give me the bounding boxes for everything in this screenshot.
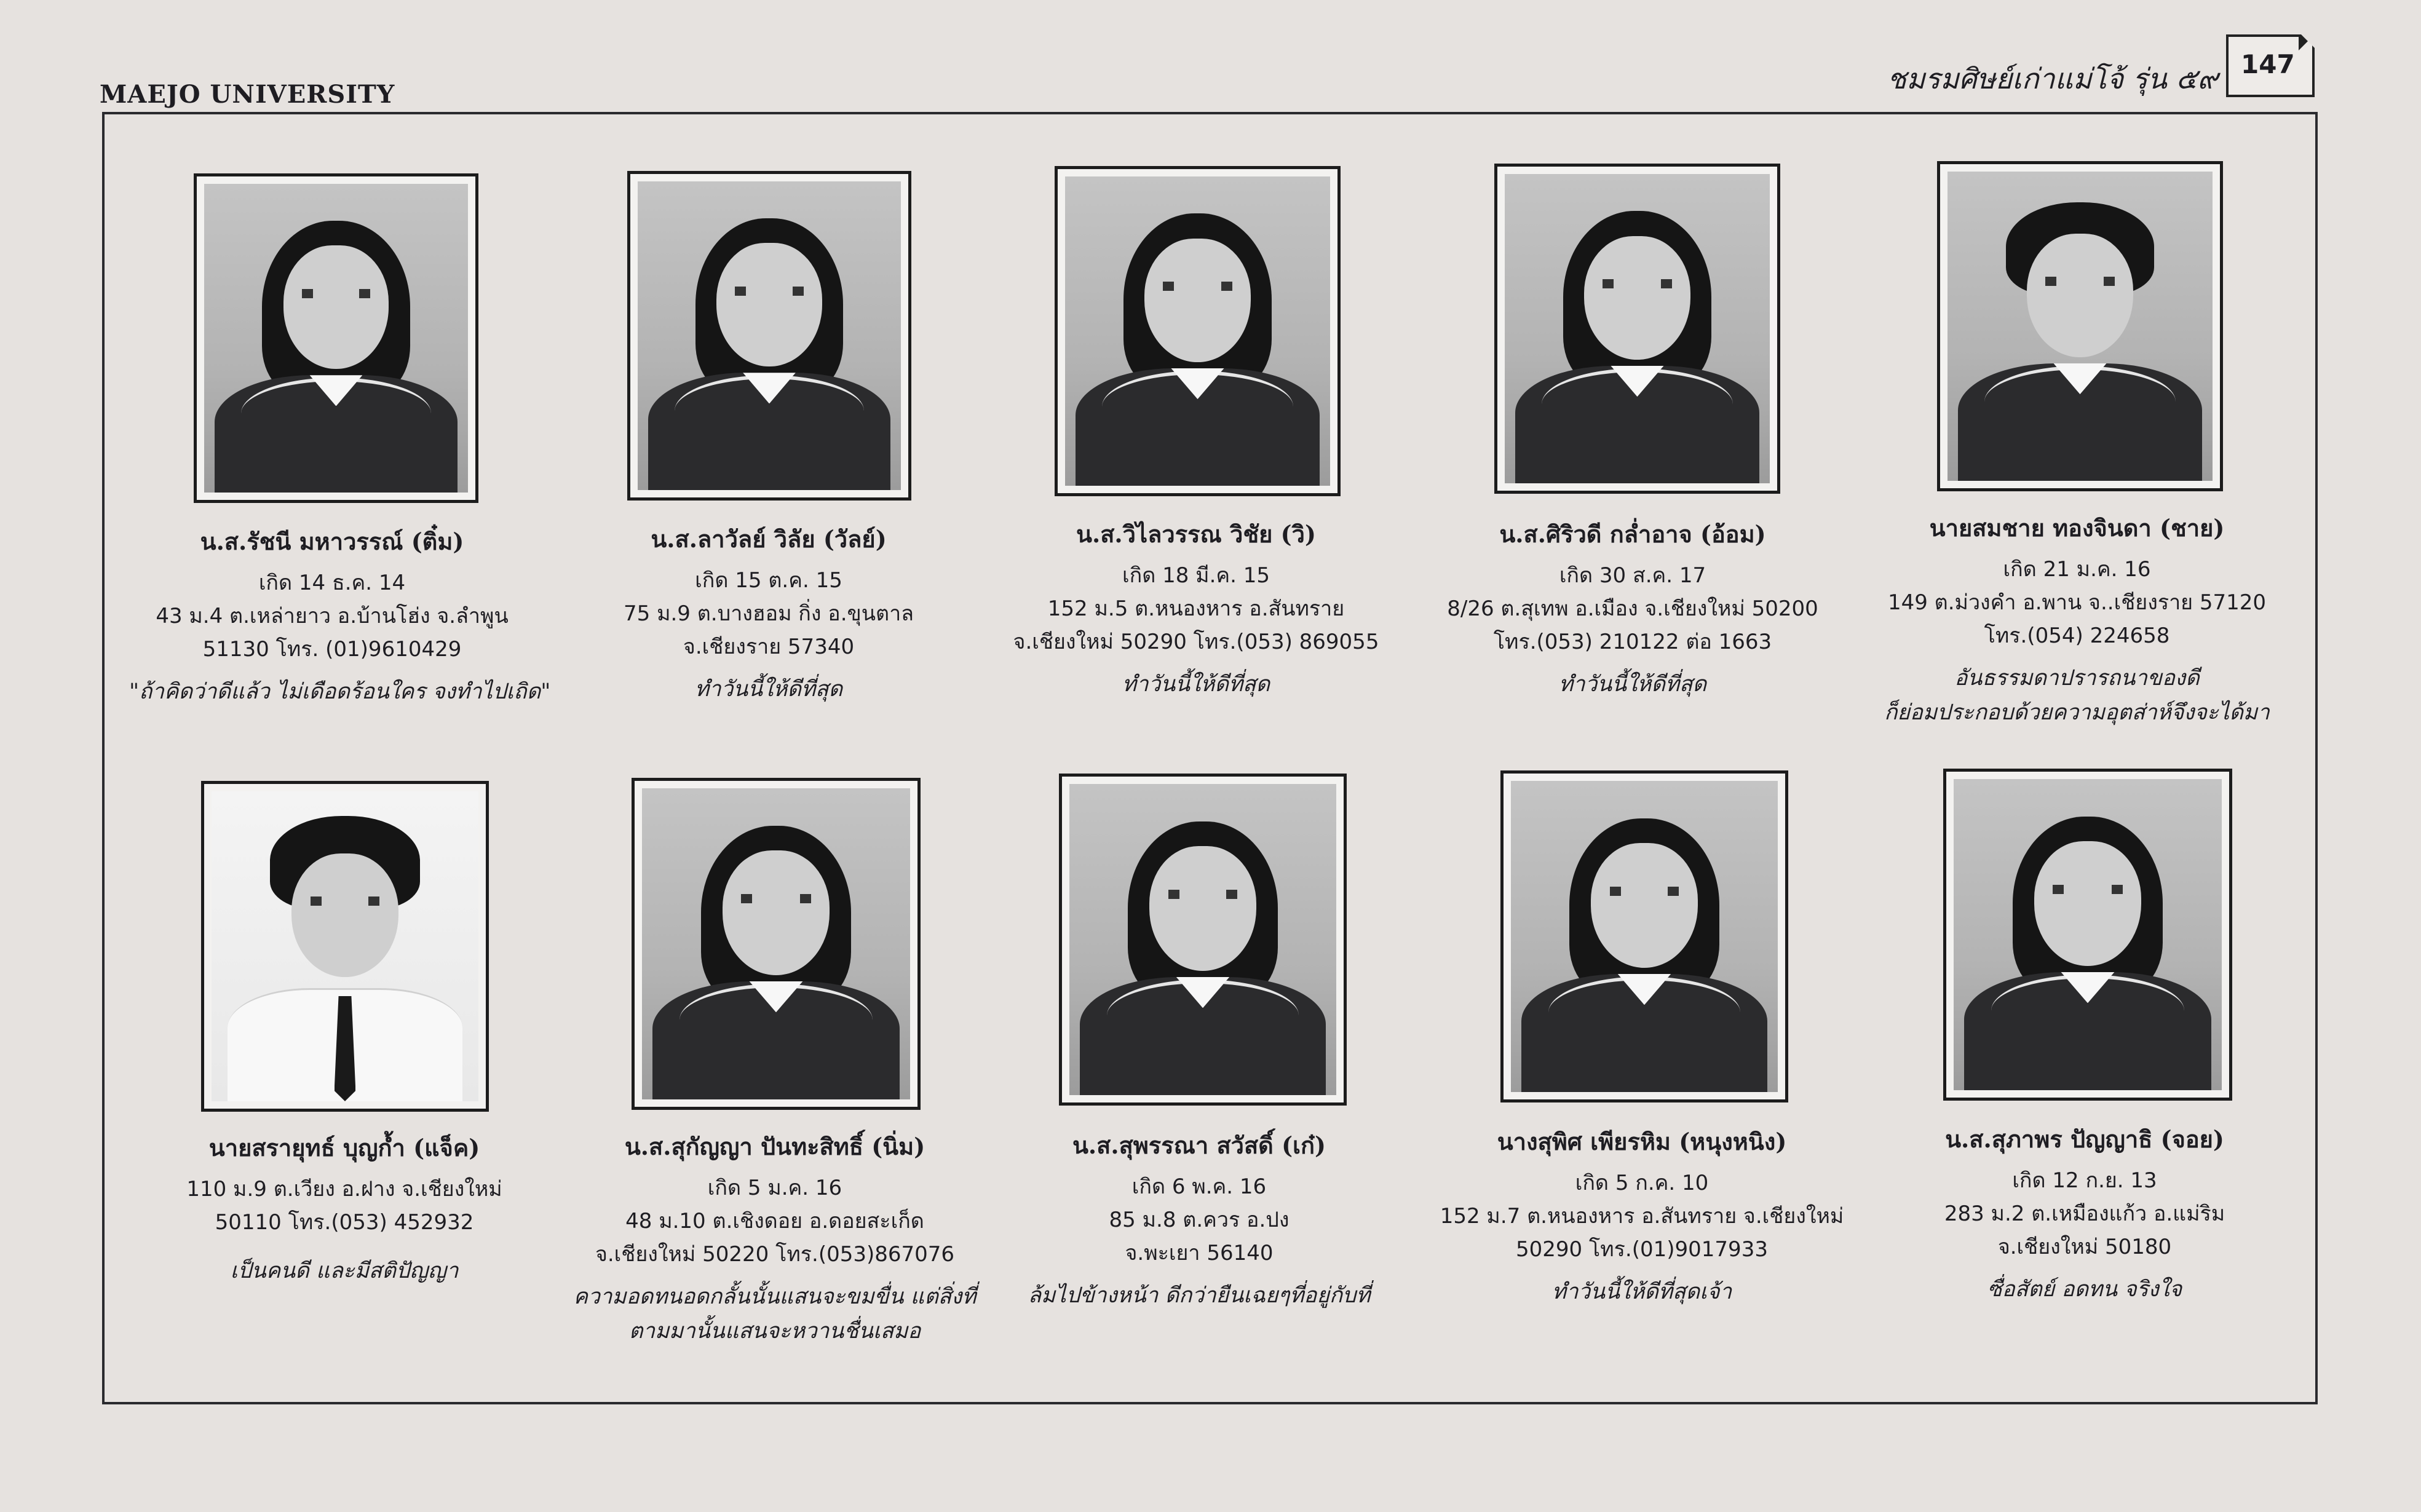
portrait-photo bbox=[1943, 769, 2232, 1101]
person-detail: เกิด 21 ม.ค. 16 bbox=[2003, 557, 2151, 582]
person-name: นางสุพิศ เพียรหิม (หนุงหนิง) bbox=[1497, 1128, 1787, 1155]
portrait-photo bbox=[194, 173, 478, 503]
club-title: ชมรมศิษย์เก่าแม่โจ้ รุ่น ๕๙ bbox=[1887, 62, 2218, 95]
portrait-photo bbox=[201, 781, 489, 1112]
person-motto: ก็ย่อมประกอบด้วยความอุตส่าห์จึงจะได้มา bbox=[1884, 700, 2270, 725]
person-motto: ทำวันนี้ให้ดีที่สุด bbox=[1558, 672, 1707, 697]
portrait-photo bbox=[1055, 166, 1341, 496]
person-detail: โทร.(053) 210122 ต่อ 1663 bbox=[1493, 630, 1772, 654]
person-motto: ทำวันนี้ให้ดีที่สุด bbox=[1122, 672, 1270, 697]
person-name: นายสรายุทธ์ บุญก้ำ (แจ็ค) bbox=[208, 1134, 480, 1162]
person-card-7 bbox=[560, 1128, 990, 1348]
person-card-8 bbox=[990, 1126, 1408, 1313]
person-detail: 50110 โทร.(053) 452932 bbox=[215, 1210, 474, 1235]
person-detail: 85 ม.8 ต.ควร อ.ปง bbox=[1109, 1208, 1290, 1232]
university-title: MAEJO UNIVERSITY bbox=[100, 80, 395, 109]
person-motto: ทำวันนี้ให้ดีที่สุดเจ้า bbox=[1551, 1280, 1732, 1304]
person-motto: อันธรรมดาปรารถนาของดี bbox=[1954, 666, 2200, 691]
person-detail: 75 ม.9 ต.บางฮอม กิ่ง อ.ขุนตาล bbox=[624, 601, 914, 626]
person-motto: ล้มไปข้างหน้า ดีกว่ายืนเฉยๆที่อยู่กับที่ bbox=[1028, 1283, 1371, 1308]
person-detail: 152 ม.7 ต.หนองหาร อ.สันทราย จ.เชียงใหม่ bbox=[1440, 1204, 1844, 1229]
person-detail: 50290 โทร.(01)9017933 bbox=[1516, 1237, 1768, 1262]
page-number: 147 bbox=[2241, 49, 2295, 79]
person-detail: เกิด 18 มี.ค. 15 bbox=[1122, 563, 1270, 588]
person-card-10 bbox=[1869, 1120, 2300, 1307]
person-detail: 48 ม.10 ต.เชิงดอย อ.ดอยสะเก็ด bbox=[625, 1209, 924, 1233]
person-card-9 bbox=[1408, 1123, 1876, 1309]
person-detail: 283 ม.2 ต.เหมืองแก้ว อ.แม่ริม bbox=[1944, 1201, 2225, 1226]
person-detail: จ.เชียงราย 57340 bbox=[683, 635, 855, 659]
person-motto: ทำวันนี้ให้ดีที่สุด bbox=[694, 677, 843, 702]
person-detail: เกิด 14 ธ.ค. 14 bbox=[258, 571, 406, 595]
person-name: น.ส.รัชนี มหาวรรณ์ (ติ๋ม) bbox=[200, 528, 464, 555]
person-name: น.ส.สุภาพร ปัญญาธิ (จอย) bbox=[1945, 1125, 2224, 1153]
person-detail: เกิด 5 ม.ค. 16 bbox=[707, 1176, 842, 1200]
person-name: น.ส.ลาวัลย์ วิลัย (วัลย์) bbox=[651, 525, 887, 553]
person-detail: เกิด 6 พ.ค. 16 bbox=[1131, 1174, 1267, 1199]
person-detail: โทร.(054) 224658 bbox=[1984, 623, 2170, 648]
person-card-2 bbox=[566, 520, 972, 707]
portrait-photo bbox=[627, 171, 911, 501]
person-detail: 8/26 ต.สุเทพ อ.เมือง จ.เชียงใหม่ 50200 bbox=[1447, 596, 1818, 621]
page-number-box bbox=[2226, 34, 2315, 97]
person-name: น.ส.สุกัญญา ปันทะสิทธิ์ (นิ่ม) bbox=[624, 1133, 925, 1160]
person-detail: เกิด 15 ต.ค. 15 bbox=[695, 568, 842, 593]
person-name: น.ส.วิไลวรรณ วิชัย (วิ) bbox=[1076, 520, 1316, 548]
person-motto: ซื่อสัตย์ อดทน จริงใจ bbox=[1987, 1277, 2182, 1302]
portrait-photo bbox=[1494, 164, 1780, 494]
person-card-1 bbox=[129, 523, 551, 709]
person-detail: 43 ม.4 ต.เหล่ายาว อ.บ้านโฮ่ง จ.ลำพูน bbox=[156, 604, 509, 628]
person-motto: ตามมานั้นแสนจะหวานชื่นเสมอ bbox=[628, 1319, 921, 1344]
person-detail: จ.เชียงใหม่ 50180 bbox=[1997, 1235, 2172, 1259]
person-name: น.ส.ศิริวดี กล่ำอาจ (อ้อม) bbox=[1499, 520, 1766, 548]
person-detail: เกิด 30 ส.ค. 17 bbox=[1559, 563, 1706, 588]
person-detail: 110 ม.9 ต.เวียง อ.ฝาง จ.เชียงใหม่ bbox=[186, 1177, 502, 1201]
person-motto: เป็นคนดี และมีสติปัญญา bbox=[230, 1259, 459, 1283]
portrait-photo bbox=[1937, 161, 2223, 491]
person-name: นายสมชาย ทองจินดา (ชาย) bbox=[1929, 514, 2225, 542]
person-name: น.ส.สุพรรณา สวัสดิ์ (เก๋) bbox=[1072, 1131, 1326, 1159]
person-detail: 152 ม.5 ต.หนองหาร อ.สันทราย bbox=[1047, 596, 1345, 621]
portrait-photo bbox=[1500, 770, 1788, 1102]
person-detail: จ.เชียงใหม่ 50290 โทร.(053) 869055 bbox=[1013, 630, 1379, 654]
person-detail: 51130 โทร. (01)9610429 bbox=[202, 637, 462, 662]
person-detail: จ.เชียงใหม่ 50220 โทร.(053)867076 bbox=[595, 1242, 955, 1267]
portrait-photo bbox=[632, 778, 921, 1110]
person-card-4 bbox=[1414, 515, 1851, 702]
person-detail: เกิด 5 ก.ค. 10 bbox=[1575, 1171, 1709, 1195]
person-card-5 bbox=[1857, 509, 2297, 730]
person-card-6 bbox=[141, 1129, 547, 1288]
portrait-photo bbox=[1059, 774, 1347, 1106]
person-detail: 149 ต.ม่วงคำ อ.พาน จ..เชียงราย 57120 bbox=[1887, 590, 2267, 615]
person-motto: "ถ้าคิดว่าดีแล้ว ไม่เดือดร้อนใคร จงทำไปเถิด" bbox=[129, 679, 551, 704]
person-motto: ความอดทนอดกลั้นนั้นแสนจะขมขื่น แต่สิ่งที่ bbox=[573, 1284, 977, 1309]
person-detail: เกิด 12 ก.ย. 13 bbox=[2012, 1168, 2157, 1193]
person-detail: จ.พะเยา 56140 bbox=[1125, 1241, 1274, 1265]
person-card-3 bbox=[990, 515, 1402, 702]
